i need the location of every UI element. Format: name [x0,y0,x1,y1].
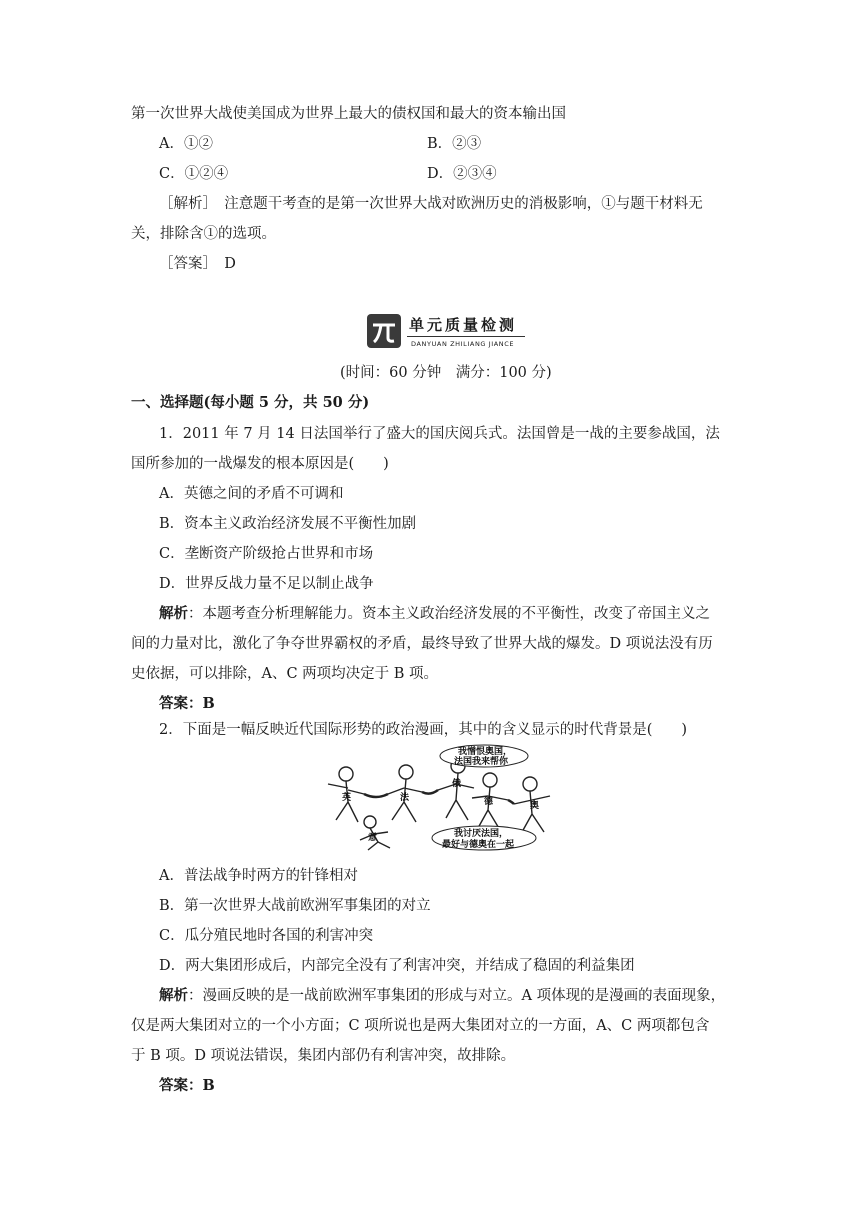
q1-stem-line2: 国所参加的一战爆发的根本原因是( ) [131,456,389,472]
q2-analysis-text1: ：漫画反映的是一战前欧洲军事集团的形成与对立。A 项体现的是漫画的表面现象， [188,988,726,1004]
unit-badge-rule [407,336,525,337]
prev-option-c: C．①②④ [159,166,229,182]
unit-badge-icon [367,314,401,348]
q1-analysis-line1 [159,604,710,624]
q2-analysis-line1 [159,986,725,1006]
prev-option-a: A．①② [159,136,213,152]
cartoon-label-ao: 奥 [530,801,540,811]
q2-answer: 答案：B [159,1077,215,1094]
prev-option-b: B．②③ [427,136,482,152]
q1-answer: 答案：B [159,695,215,712]
prev-option-d: D．②③④ [427,166,497,182]
q2-option-a: A．普法战争时两方的针锋相对 [159,868,358,884]
cartoon-label-fa: 法 [400,793,410,803]
q2-analysis-line2: 仅是两大集团对立的一个小方面；C 项所说也是两大集团对立的一方面，A、C 两项都包含 [131,1018,710,1034]
q1-analysis-line3: 史依据，可以排除，A、C 两项均决定于 B 项。 [131,666,439,682]
unit-badge-subtitle: DANYUAN ZHILIANG JIANCE [411,340,515,348]
cartoon-bubble-bottom-line2: 最好与德奥在一起 [442,840,515,850]
cartoon-bubble-top-line1: 我憎恨奥国， [458,747,513,757]
cartoon-bubble-top [440,745,528,767]
cartoon-bubble-top-line2: 法国我来帮你 [454,757,509,767]
q1-analysis-line2: 间的力量对比，激化了争夺世界霸权的矛盾，最终导致了世界大战的爆发。D 项说法没有历 [131,636,713,652]
time-info: (时间：60 分钟 满分：100 分) [340,365,552,381]
prev-question-stem: 第一次世界大战使美国成为世界上最大的债权国和最大的资本输出国 [131,106,566,122]
cartoon-bubble-bottom-line1: 我讨厌法国， [454,829,509,839]
cartoon-label-e: 俄 [452,779,462,789]
q2-option-d: D．两大集团形成后，内部完全没有了利害冲突，并结成了稳固的利益集团 [159,958,635,974]
q2-analysis-line3: 于 B 项。D 项说法错误，集团内部仍有利害冲突，故排除。 [131,1048,516,1064]
q2-option-c: C．瓜分殖民地时各国的利害冲突 [159,928,374,944]
q1-analysis-label: 解析 [159,605,188,622]
prev-answer: ［答案］ D [159,256,236,272]
cartoon-label-de: 德 [484,797,494,807]
political-cartoon [318,744,562,852]
unit-badge-title: 单元质量检测 [409,316,518,334]
q1-analysis-text1: ：本题考查分析理解能力。资本主义政治经济发展的不平衡性，改变了帝国主义之 [188,606,710,622]
cartoon-label-ying: 英 [342,793,352,803]
q2-option-b: B．第一次世界大战前欧洲军事集团的对立 [159,898,431,914]
q2-analysis-label: 解析 [159,987,188,1004]
q1-option-b: B．资本主义政治经济发展不平衡性加剧 [159,516,417,532]
cartoon-bubble-bottom [432,826,536,850]
q1-stem-line1: 1．2011 年 7 月 14 日法国举行了盛大的国庆阅兵式。法国曾是一战的主要参战国，法 [159,426,720,442]
cartoon-label-yi: 意 [368,833,378,843]
q1-option-c: C．垄断资产阶级抢占世界和市场 [159,546,374,562]
q1-option-a: A．英德之间的矛盾不可调和 [159,486,344,502]
section-title: 一、选择题(每小题 5 分，共 50 分) [131,394,370,411]
prev-analysis-line2: 关，排除含①的选项。 [131,226,276,242]
unit-quality-badge [367,312,527,358]
q1-option-d: D．世界反战力量不足以制止战争 [159,576,374,592]
prev-analysis-line1: ［解析］ 注意题干考查的是第一次世界大战对欧洲历史的消极影响，①与题干材料无 [159,196,703,212]
q2-stem: 2．下面是一幅反映近代国际形势的政治漫画，其中的含义显示的时代背景是( ) [159,722,688,738]
